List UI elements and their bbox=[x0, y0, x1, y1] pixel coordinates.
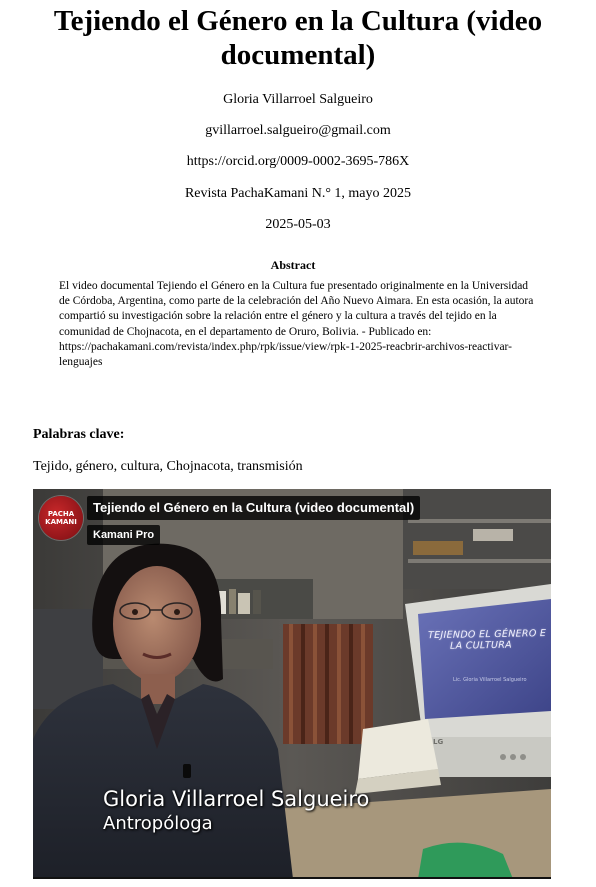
journal-issue: Revista PachaKamani N.° 1, mayo 2025 bbox=[184, 186, 412, 201]
monitor-title bbox=[428, 628, 551, 652]
monitor-subtitle: Lic. Gloria Villarroel Salgueiro bbox=[453, 677, 527, 683]
video-bottom-border bbox=[33, 877, 551, 879]
author-orcid[interactable]: https://orcid.org/0009-0002-3695-786X bbox=[186, 154, 410, 169]
lower-third-role: Antropóloga bbox=[103, 813, 213, 834]
video-channel-link[interactable]: Kamani Pro bbox=[87, 525, 160, 545]
paper-stack bbox=[358, 719, 438, 779]
author-email[interactable]: gvillarroel.salgueiro@gmail.com bbox=[205, 123, 391, 138]
article-title: Tejiendo el Género en la Cultura (video documental) bbox=[53, 5, 543, 71]
video-title-link[interactable]: Tejiendo el Género en la Cultura (video documental) bbox=[87, 496, 420, 520]
keywords-text: Tejido, género, cultura, Chojnacota, transmisión bbox=[33, 459, 303, 474]
author-name: Gloria Villarroel Salgueiro bbox=[223, 92, 373, 107]
monitor-title-line1: TEJIENDO EL GÉNERO E bbox=[428, 628, 547, 642]
abstract-text: El video documental Tejiendo el Género en la Cultura fue presentado originalmente en la Universidad de Córdoba, Argentina, como parte de la celebración del Año Nuevo Aimara. En esta ocasión, la autora compartió su investigación sobre la relación entre el género y la cultura a través del tejido en la comunidad de Chojnacota, en el departamento de Oruro, Bolivia. - Publicado en: https://pachakamani.com/revista/index.php/rpk/issue/view/rpk-1-2025-reacbrir-archivos-reactivar-lenguajes bbox=[59, 280, 534, 369]
face bbox=[113, 566, 201, 682]
publication-date: 2025-05-03 bbox=[265, 217, 331, 232]
monitor-brand: LG bbox=[433, 738, 444, 746]
channel-avatar-icon[interactable] bbox=[39, 496, 83, 540]
video-player[interactable] bbox=[33, 489, 551, 879]
lower-third-name: Gloria Villarroel Salgueiro bbox=[103, 787, 370, 811]
channel-logo-text: PACHA KAMANI bbox=[45, 510, 77, 526]
keywords-heading: Palabras clave: bbox=[33, 427, 125, 442]
lapel-microphone bbox=[183, 764, 191, 778]
monitor-screen bbox=[418, 599, 551, 719]
monitor-title-line2: LA CULTURA bbox=[450, 639, 512, 652]
abstract-heading: Abstract bbox=[270, 258, 316, 272]
